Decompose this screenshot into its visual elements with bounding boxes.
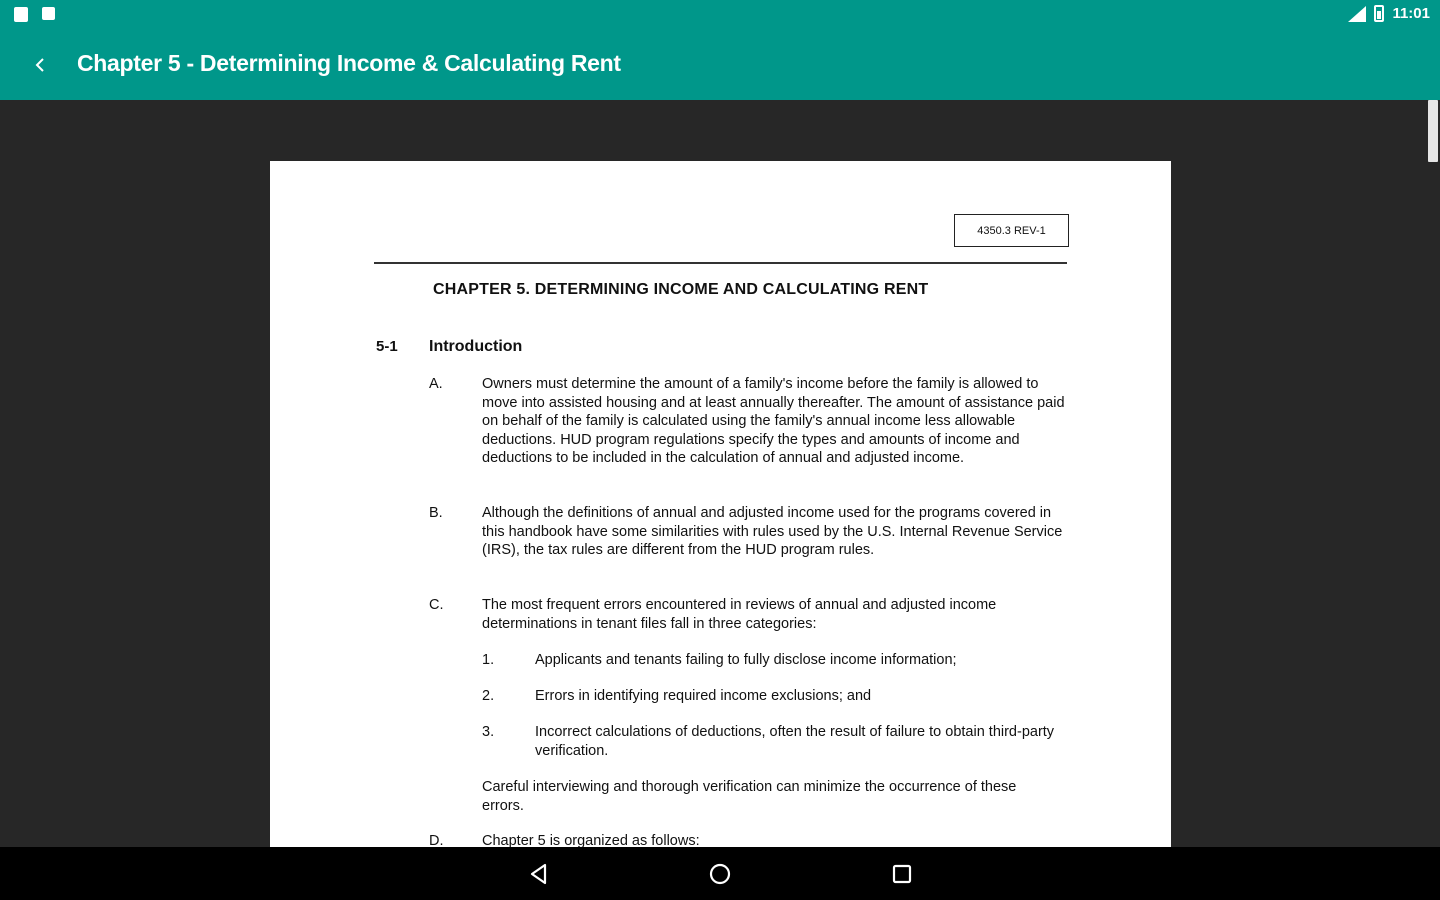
header-rule bbox=[374, 262, 1067, 264]
status-right bbox=[1348, 5, 1430, 22]
battery-icon bbox=[1374, 5, 1384, 22]
pdf-viewer[interactable] bbox=[0, 100, 1440, 847]
back-button[interactable] bbox=[20, 45, 60, 85]
signal-icon bbox=[1348, 6, 1366, 22]
section-number: 5-1 bbox=[376, 338, 398, 355]
status-bar bbox=[0, 0, 1440, 30]
paragraph: Although the definitions of annual and adjusted income used for the programs covered in this handbook have some similarities with rules used by the U.S. Internal Revenue Service (IRS), the tax rules are different from the HUD program rules. bbox=[482, 505, 1063, 559]
paragraph: Chapter 5 is organized as follows: bbox=[482, 833, 700, 847]
notification-icon bbox=[42, 7, 55, 20]
section-title: Introduction bbox=[429, 338, 523, 355]
item-marker: A. bbox=[429, 376, 443, 392]
subitem-marker: 1. bbox=[482, 652, 495, 668]
nav-recents-button[interactable] bbox=[887, 859, 917, 889]
item-marker: D. bbox=[429, 833, 444, 847]
document-number-badge: 4350.3 REV-1 bbox=[954, 214, 1069, 247]
nav-home-button[interactable] bbox=[705, 859, 735, 889]
item-marker: B. bbox=[429, 505, 443, 521]
notification-icon bbox=[14, 7, 28, 22]
subitem-marker: 3. bbox=[482, 724, 495, 740]
nav-recents-icon bbox=[889, 861, 915, 887]
app-bar bbox=[0, 30, 1440, 100]
subitem-marker: 2. bbox=[482, 688, 495, 704]
navigation-bar bbox=[0, 847, 1440, 900]
status-time: 11:01 bbox=[1392, 5, 1430, 22]
scrollbar-thumb[interactable] bbox=[1428, 100, 1438, 162]
page-title: Chapter 5 - Determining Income & Calculating Rent bbox=[77, 50, 621, 76]
nav-home-icon bbox=[707, 861, 733, 887]
item-marker: C. bbox=[429, 597, 444, 613]
subitem-text: Applicants and tenants failing to fully disclose income information; bbox=[535, 652, 957, 668]
paragraph: Careful interviewing and thorough verification can minimize the occurrence of these errors. bbox=[482, 779, 1017, 814]
nav-back-button[interactable] bbox=[524, 859, 554, 889]
notification-icons bbox=[14, 7, 55, 22]
paragraph: The most frequent errors encountered in reviews of annual and adjusted income determinations in tenant files fall in three categories: bbox=[482, 597, 997, 632]
paragraph: Owners must determine the amount of a family's income before the family is allowed to move into assisted housing and at least annually thereafter. The amount of assistance paid on behalf of the family is calculated using the family's annual income less allowable deductions. HUD program regulations specify the types and amounts of income and deductions to be included in the calculation of annual and adjusted income. bbox=[482, 376, 1065, 467]
nav-back-icon bbox=[526, 861, 552, 887]
subitem-text: Errors in identifying required income exclusions; and bbox=[535, 688, 872, 704]
pdf-page bbox=[270, 161, 1171, 847]
subitem-text: Incorrect calculations of deductions, often the result of failure to obtain third-party verification. bbox=[535, 724, 1055, 759]
back-arrow-icon bbox=[31, 56, 49, 74]
chapter-heading: CHAPTER 5. DETERMINING INCOME AND CALCULATING RENT bbox=[433, 281, 929, 298]
